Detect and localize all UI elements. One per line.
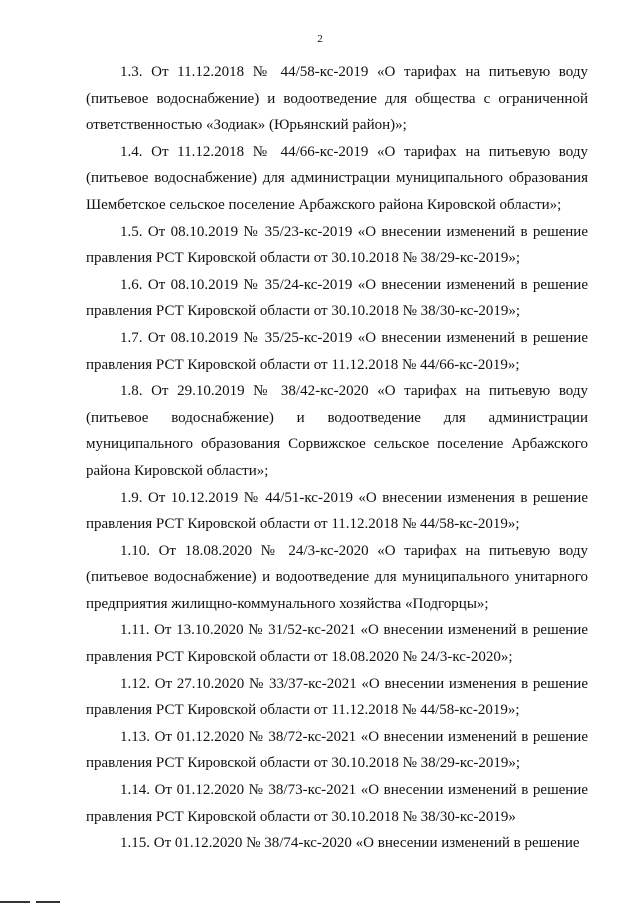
- paragraph-1-13: 1.13. От 01.12.2020 № 38/72-кс-2021 «О внесении изменений в решение правления РСТ Кировской области от 30.10.2018 № 38/29-кс-2019»;: [86, 728, 588, 772]
- paragraph-1-3: 1.3. От 11.12.2018 № 44/58-кс-2019 «О тарифах на питьевую воду (питьевое водоснабжение) и водоотведение для общества с ограниченной ответственностью «Зодиак» (Юрьянский район)»;: [86, 64, 588, 134]
- paragraph-1-7: 1.7. От 08.10.2019 № 35/25-кс-2019 «О внесении изменений в решение правления РСТ Кировской области от 11.12.2018 № 44/66-кс-2019»;: [86, 329, 588, 373]
- document-body: [86, 59, 588, 857]
- paragraph-1-12: 1.12. От 27.10.2020 № 33/37-кс-2021 «О внесении изменения в решение правления РСТ Кировской области от 11.12.2018 № 44/58-кс-2019»;: [86, 675, 588, 719]
- paragraph-1-10: 1.10. От 18.08.2020 № 24/3-кс-2020 «О тарифах на питьевую воду (питьевое водоснабжение) и водоотведение для муниципального унитарного предприятия жилищно-коммунального хозяйства «Подгорцы»;: [86, 542, 588, 612]
- paragraph-1-9: 1.9. От 10.12.2019 № 44/51-кс-2019 «О внесении изменения в решение правления РСТ Кировской области от 11.12.2018 № 44/58-кс-2019»;: [86, 489, 588, 533]
- paragraph-1-14: 1.14. От 01.12.2020 № 38/73-кс-2021 «О внесении изменений в решение правления РСТ Кировской области от 30.10.2018 № 38/30-кс-2019»: [86, 782, 588, 825]
- paragraph-1-8: 1.8. От 29.10.2019 № 38/42-кс-2020 «О тарифах на питьевую воду (питьевое водоснабжение) и водоотведение для администрации муниципального образования Сорвижское сельское поселение Арбажского района Кировской области»;: [86, 383, 588, 479]
- paragraph-1-15: 1.15. От 01.12.2020 № 38/74-кс-2020 «О внесении изменений в решение: [120, 835, 580, 852]
- bottom-divider: [36, 901, 60, 903]
- page-number: 2: [317, 33, 323, 45]
- paragraph-1-5: 1.5. От 08.10.2019 № 35/23-кс-2019 «О внесении изменений в решение правления РСТ Кировской области от 30.10.2018 № 38/29-кс-2019»;: [86, 223, 588, 267]
- paragraph-1-11: 1.11. От 13.10.2020 № 31/52-кс-2021 «О внесении изменений в решение правления РСТ Кировской области от 18.08.2020 № 24/3-кс-2020»;: [86, 622, 588, 666]
- paragraph-1-4: 1.4. От 11.12.2018 № 44/66-кс-2019 «О тарифах на питьевую воду (питьевое водоснабжение) для администрации муниципального образования Шембетское сельское поселение Арбажского района Кировской области»;: [86, 143, 588, 213]
- paragraph-1-6: 1.6. От 08.10.2019 № 35/24-кс-2019 «О внесении изменений в решение правления РСТ Кировской области от 30.10.2018 № 38/30-кс-2019»;: [86, 276, 588, 320]
- bottom-divider: [0, 901, 30, 903]
